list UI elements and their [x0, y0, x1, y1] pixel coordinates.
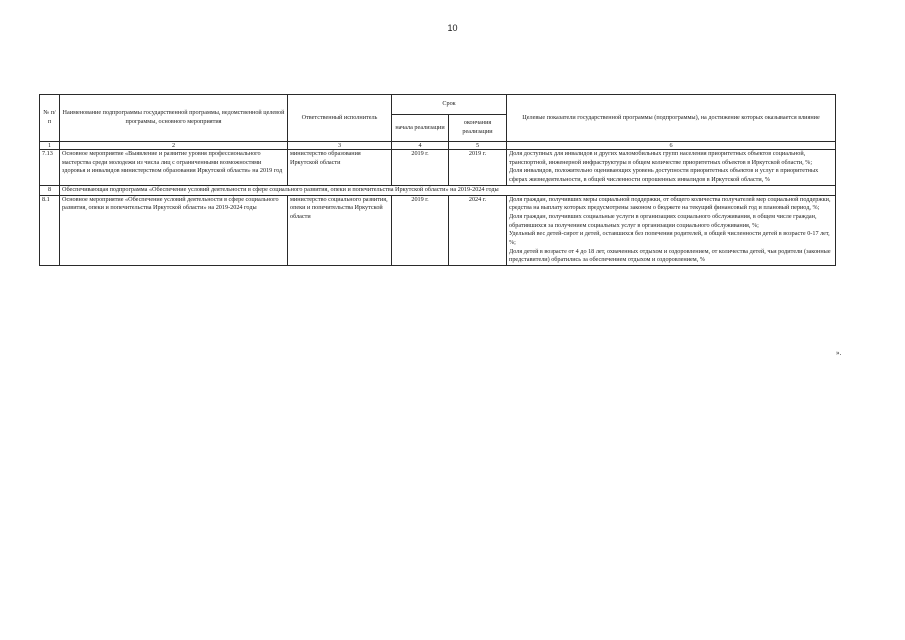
row-start: 2019 г.	[392, 150, 449, 186]
header-start: начала реализации	[392, 115, 449, 142]
indicator-text: Доля граждан, получивших социальные услуги в организациях социального обслуживания, в общем числе граждан, обратившихся за получением социальных услуг в организации социального обслуживания, %;	[509, 213, 817, 229]
header-end: окончания реализации	[449, 115, 507, 142]
column-numbers-row	[40, 142, 836, 150]
column-number: 1	[40, 142, 60, 150]
indicator-text: Доля доступных для инвалидов и других маломобильных групп населения приоритетных объектов социальной, транспортной, инженерной инфраструктуры в общем количестве приоритетных объектов в Иркутской области, %;	[509, 150, 813, 166]
column-number: 2	[60, 142, 288, 150]
indicator-text: Доля граждан, получивших меры социальной поддержки, от общего количества получателей мер социальной поддержки, средства на выплату которых предусмотрены законом о бюджете на текущий финансовый год и плановый период, %;	[509, 195, 831, 212]
header-name: Наименование подпрограммы государственной программы, ведомственной целевой программы, основного мероприятия	[60, 95, 288, 142]
row-name: Основное мероприятие «Обеспечение условий деятельности в сфере социального развития, опеки и попечительства Иркутской области» на 2019-2024 годы	[60, 195, 288, 265]
column-number: 3	[288, 142, 392, 150]
row-end: 2024 г.	[449, 195, 507, 265]
section-title: Обеспечивающая подпрограмма «Обеспечение условий деятельности в сфере социального развития, опеки и попечительства Иркутской области» на 2019-2024 годы	[60, 185, 836, 195]
row-end: 2019 г.	[449, 150, 507, 186]
indicator-text: Удельный вес детей-сирот и детей, оставшихся без попечения родителей, в общей численности детей в возрасте 0-17 лет, %;	[509, 230, 830, 247]
column-number: 5	[449, 142, 507, 150]
header-number: № п/п	[40, 95, 60, 142]
header-term: Срок	[392, 95, 507, 115]
header-indicators: Целевые показатели государственной программы (подпрограммы), на достижение которых оказывается влияние	[507, 95, 836, 142]
row-name: Основное мероприятие «Выявление и развитие уровня профессионального мастерства среди молодежи из числа лиц с ограниченными возможностями здоровья и инвалидов министерством образования Иркутской области» на 2019 год	[60, 150, 288, 186]
indicator-text: Доля детей в возрасте от 4 до 18 лет, охваченных отдыхом и оздоровлением, от количества детей, чьи родители (законные представители) обратились за обеспечением отдыхом и оздоровлением, %	[509, 247, 831, 264]
program-table	[39, 94, 836, 266]
column-number: 4	[392, 142, 449, 150]
closing-quote-mark: ».	[836, 349, 842, 357]
row-indicators	[507, 195, 836, 265]
page-number: 10	[447, 23, 458, 33]
indicator-text: Доля инвалидов, положительно оценивающих уровень доступности приоритетных объектов и услуг в приоритетных сферах жизнедеятельности, в общей численности опрошенных инвалидов в Иркутской области, %	[509, 167, 819, 184]
row-executor: министерство образования Иркутской области	[288, 150, 392, 186]
header-row	[40, 95, 836, 115]
row-number: 7.13	[40, 150, 60, 186]
row-start: 2019 г.	[392, 195, 449, 265]
section-row	[40, 185, 836, 195]
row-indicators	[507, 150, 836, 186]
header-executor: Ответственный исполнитель	[288, 95, 392, 142]
section-number: 8	[40, 185, 60, 195]
table-row	[40, 195, 836, 265]
column-number: 6	[507, 142, 836, 150]
table-row	[40, 150, 836, 186]
row-number: 8.1	[40, 195, 60, 265]
row-executor: министерство социального развития, опеки и попечительства Иркутской области	[288, 195, 392, 265]
